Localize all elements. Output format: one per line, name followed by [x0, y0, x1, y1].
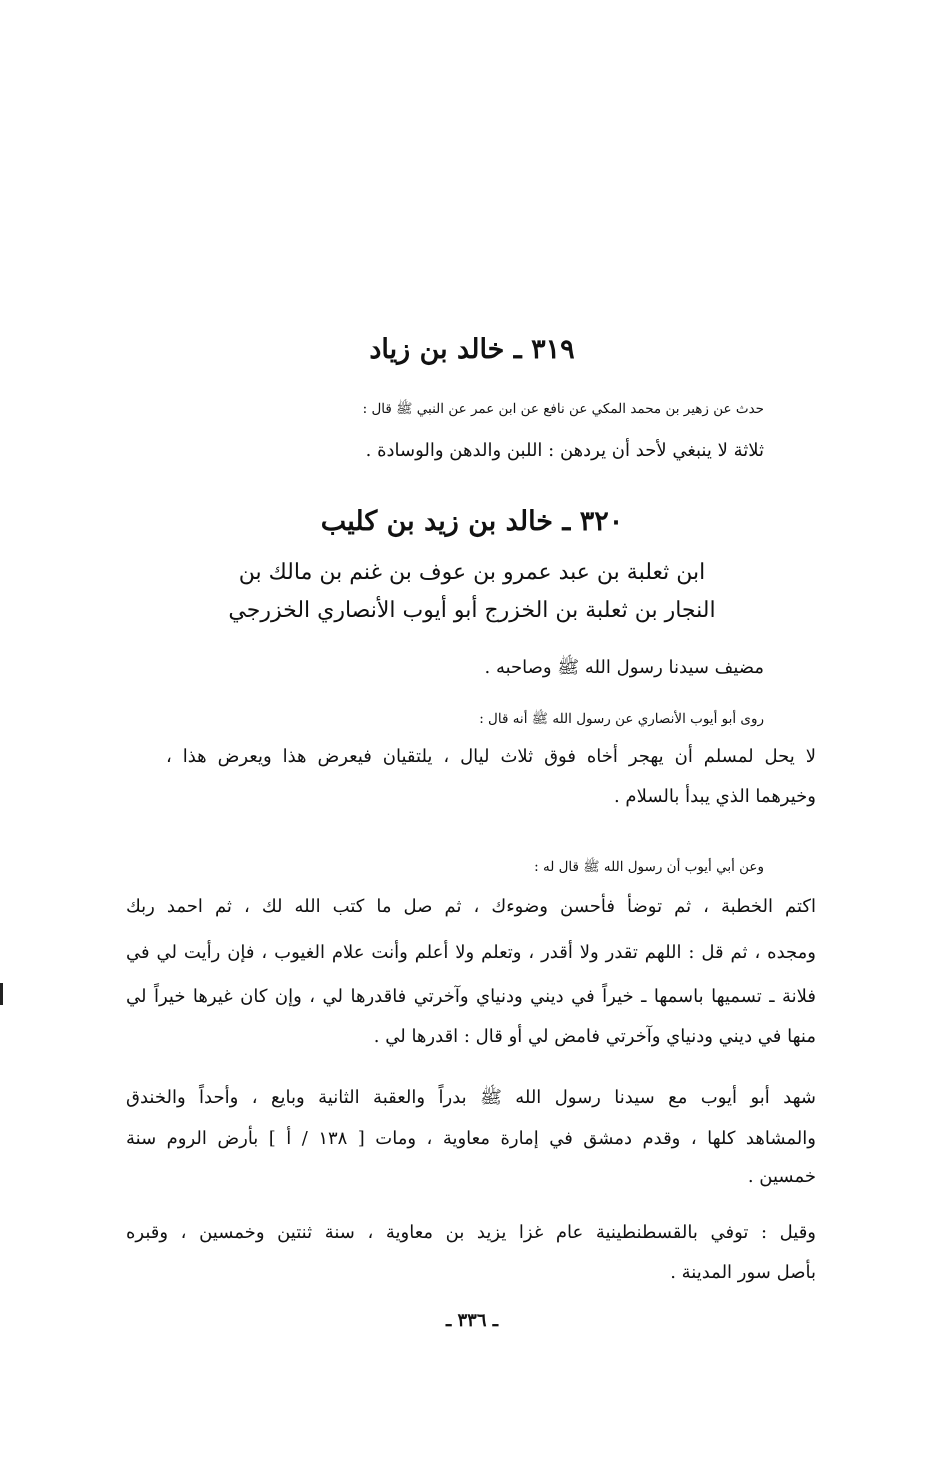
hadith-1-isnad: روى أبو أيوب الأنصاري عن رسول الله ﷺ أنه قال :: [479, 711, 764, 727]
hadith-2-line-2: ومجده ، ثم قل : اللهم تقدر ولا أقدر ، وتعلم ولا أعلم وأنت علام الغيوب ، فإن رأيت لي في: [126, 942, 816, 963]
hadith-2-isnad: وعن أبي أيوب أن رسول الله ﷺ قال له :: [534, 859, 764, 875]
entry-319-isnad: حدث عن زهير بن محمد المكي عن نافع عن ابن عمر عن النبي ﷺ قال :: [362, 401, 764, 417]
hadith-2-line-1: اكتم الخطبة ، ثم توضأ فأحسن وضوءك ، ثم صل ما كتب الله لك ، ثم احمد ربك: [126, 896, 816, 917]
hadith-2-line-3: فلانة ـ تسميها باسمها ـ خيراً في ديني ودنياي وآخرتي فاقدرها لي ، وإن كان غيرها خيراً لي: [126, 986, 816, 1007]
entry-320-description: مضيف سيدنا رسول الله ﷺ وصاحبه .: [484, 657, 764, 678]
entry-319-heading: ٣١٩ ـ خالد بن زياد: [369, 334, 575, 365]
hadith-2-line-4: منها في ديني ودنياي وآخرتي فامض لي أو قال : اقدرها لي .: [373, 1026, 816, 1047]
death-line-1: وقيل : توفي بالقسطنطينية عام غزا يزيد بن معاوية ، سنة ثنتين وخمسين ، وقبره: [126, 1222, 816, 1243]
page-number: ـ ٣٣٦ ـ: [445, 1310, 499, 1331]
bio-line-2: والمشاهد كلها ، وقدم دمشق في إمارة معاوية ، ومات [ ١٣٨ / أ ] بأرض الروم سنة: [126, 1128, 816, 1149]
entry-320-lineage-2: النجار بن ثعلبة بن الخزرج أبو أيوب الأنصاري الخزرجي: [228, 598, 716, 623]
entry-319-text: ثلاثة لا ينبغي لأحد أن يردهن : اللبن والدهن والوسادة .: [365, 440, 764, 461]
scan-edge-mark: [0, 983, 3, 1005]
hadith-1-line-2: وخيرهما الذي يبدأ بالسلام .: [613, 786, 816, 807]
hadith-1-line-1: لا يحل لمسلم أن يهجر أخاه فوق ثلاث ليال ، يلتقيان فيعرض هذا ويعرض هذا ،: [166, 746, 816, 767]
death-line-2: بأصل سور المدينة .: [670, 1262, 816, 1283]
entry-320-heading: ٣٢٠ ـ خالد بن زيد بن كليب: [320, 506, 624, 537]
bio-line-3: خمسين .: [747, 1166, 816, 1187]
bio-line-1: شهد أبو أيوب مع سيدنا رسول الله ﷺ بدراً والعقبة الثانية وبايع ، وأحداً والخندق: [126, 1087, 816, 1108]
entry-320-lineage-1: ابن ثعلبة بن عبد عمرو بن عوف بن غنم بن مالك بن: [238, 560, 706, 585]
